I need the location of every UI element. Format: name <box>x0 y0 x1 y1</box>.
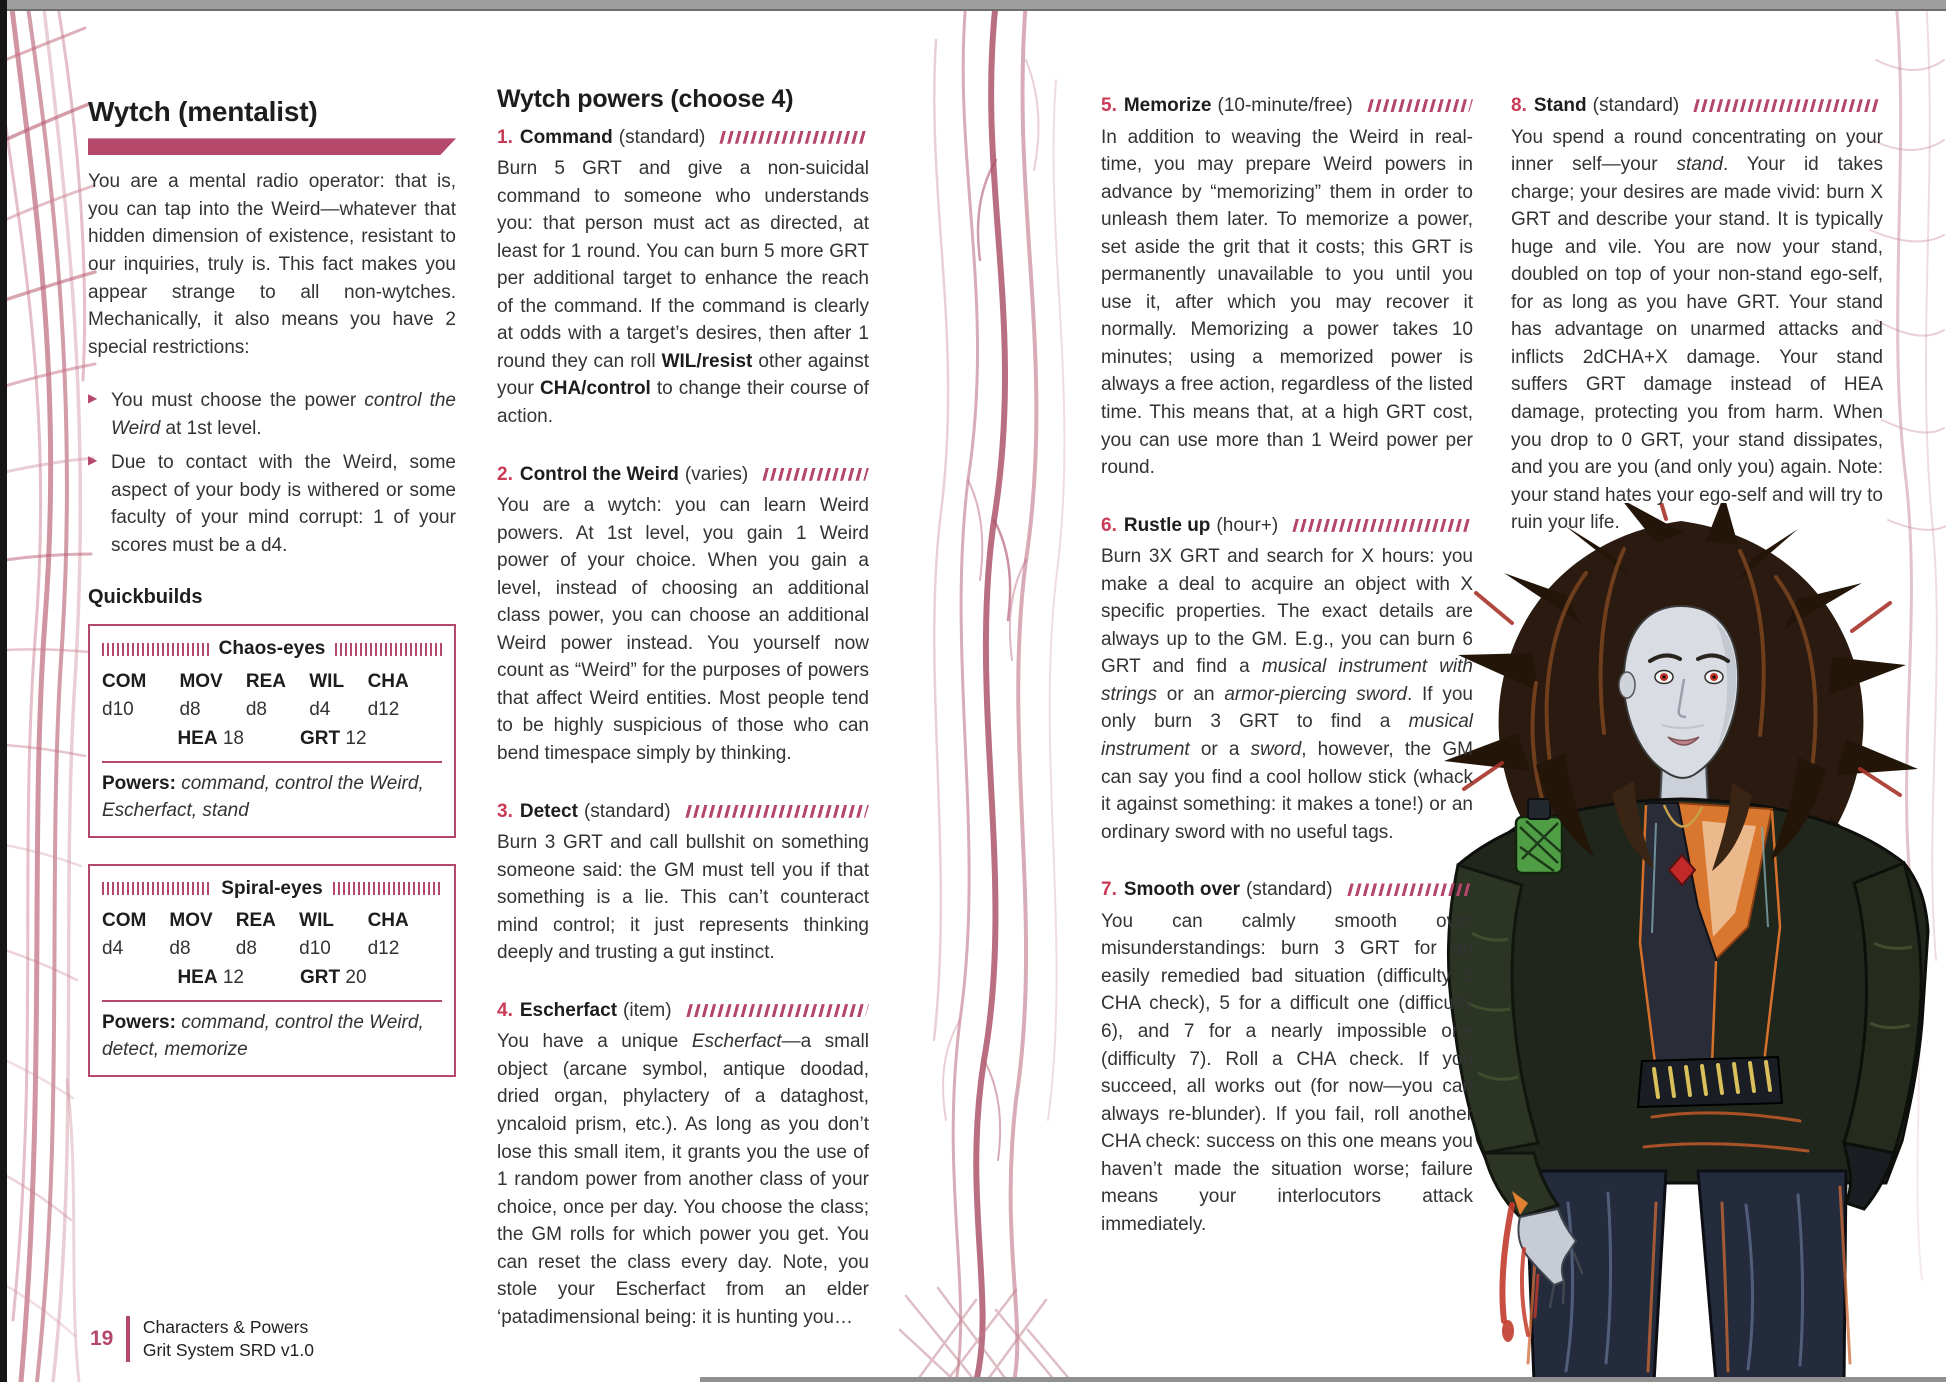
hatch-decoration <box>1689 99 1883 112</box>
restriction-item <box>88 387 456 442</box>
power-type: (standard) <box>1245 879 1333 901</box>
powers-column-1 <box>497 86 869 1331</box>
power-number: 2. <box>497 463 513 485</box>
hatch-decoration <box>1363 99 1473 112</box>
power-type: (standard) <box>1592 95 1680 116</box>
power-type: (standard) <box>618 126 706 148</box>
stat-value: d10 <box>102 698 134 720</box>
statblock-divider <box>102 1000 442 1002</box>
quickbuilds-heading: Quickbuilds <box>88 586 203 609</box>
power-name: Escherfact <box>519 999 618 1021</box>
power-type: (standard) <box>583 800 671 822</box>
stat-key: WIL <box>309 671 345 693</box>
stat-value: d8 <box>179 698 201 720</box>
powers-list: command, control the Weird, detect, memorize <box>102 1011 424 1061</box>
restriction-text: You must choose the power control the Weird at 1st level. <box>111 390 456 439</box>
stat-value: d4 <box>102 937 124 959</box>
powers-label: Powers: <box>102 772 176 794</box>
stat-value: 12 <box>345 728 367 750</box>
power-name: Memorize <box>1123 95 1212 116</box>
power-body: Burn 3X GRT and search for X hours: you make a deal to acquire an object with X specific properties. The exact details are always up to the GM. E.g., you can burn 6 GRT and find a musical instrument with strings or an armor-piercing sword. If you only burn 3 GRT to find a musical instrument or a sword, however, the GM can say you find a cool hollow stick (whack it against something: it makes a tone!) or an ordinary sword with no useful tags. <box>1101 546 1473 843</box>
footer-book-title: Grit System SRD v1.0 <box>142 1340 315 1361</box>
hash-decoration <box>102 643 209 656</box>
top-edge-bar <box>0 0 1946 11</box>
power-body: You spend a round concentrating on your inner self—your stand. Your id takes charge; your desires are made vivid: burn X GRT and describe your stand. It is typically huge and vile. You are now your stand, doubled on top of your non-stand ego-self, for as long as you have GRT. Your stand has advantage on unarmed attacks and inflicts 2dCHA+X damage. Your stand suffers GRT damage instead of HEA damage, protecting you from harm. When you drop to 0 GRT, your stand dissipates, and you are you (and only you) again. Note: your stand hates your ego-self and will try to ruin your life. <box>1511 126 1883 534</box>
stat-key: MOV <box>179 671 223 693</box>
stat-key: GRT <box>300 728 341 750</box>
powers-column-2 <box>1101 92 1473 1238</box>
hash-decoration <box>102 882 211 895</box>
power-body: In addition to weaving the Weird in real-time, you may prepare Weird powers in advance by “memorizing” them in order to unleash them later. To memorize a power, set aside the grit that it costs; this GRT is permanently unavailable to you until you use it, after which you may recover it normally. Memorizing a power takes 10 minutes; using a memorized power is always a free action, regardless of the listed time. This means that, at a high GRT cost, you can use more than 1 Weird power per round. <box>1101 126 1473 479</box>
stat-value: 20 <box>345 967 367 989</box>
power-body: Burn 3 GRT and call bullshit on something someone said: the GM must tell you if that something is a lie. This can’t counteract mind control; it just represents thinking deeply and trusting a gut instinct. <box>497 832 869 964</box>
footer-section-title: Characters & Powers <box>142 1317 309 1337</box>
power-section-command <box>497 124 869 431</box>
power-section-detect <box>497 798 869 967</box>
power-type: (varies) <box>684 463 749 485</box>
hash-decoration <box>335 643 442 656</box>
stat-value: 12 <box>222 967 244 989</box>
page-number: 19 <box>90 1327 114 1351</box>
statblock-powers-line <box>102 1009 442 1064</box>
stat-key: REA <box>235 910 276 932</box>
power-number: 3. <box>497 800 513 822</box>
stat-key: HEA <box>177 728 218 750</box>
stat-row <box>102 668 442 723</box>
restriction-text: Due to contact with the Weird, some aspect of your body is withered or some faculty of your mind corrupt: 1 of your scores must be a d4. <box>111 452 456 556</box>
hash-decoration <box>333 882 442 895</box>
intro-paragraph: You are a mental radio operator: that is, you can tap into the Weird—whatever that hidden dimension of existence, resistant to our inquiries, truly is. This fact makes you appear strange to all non-wytches. Mechanically, it also means you have 2 special restrictions: <box>88 171 456 358</box>
power-section-smooth-over <box>1101 876 1473 1238</box>
footer-divider-bar <box>126 1316 130 1362</box>
stat-value: d8 <box>169 937 191 959</box>
power-section-rustle-up <box>1101 512 1473 847</box>
powers-list: command, control the Weird, Escherfact, stand <box>102 772 424 822</box>
wytch-illustration <box>1416 503 1946 1382</box>
power-name: Command <box>519 126 613 148</box>
stat-key: HEA <box>177 967 218 989</box>
power-type: (item) <box>623 999 672 1021</box>
left-edge-scribble <box>5 0 97 1382</box>
powers-label: Powers: <box>102 1011 176 1033</box>
stat-value: d4 <box>309 698 331 720</box>
power-number: 7. <box>1101 879 1117 901</box>
stat-value: d8 <box>235 937 257 959</box>
stat-value: d12 <box>367 698 400 720</box>
page-title: Wytch (mentalist) <box>88 96 318 127</box>
restriction-item <box>88 449 456 559</box>
power-number: 1. <box>497 126 513 148</box>
power-name: Detect <box>519 800 578 822</box>
stat-key: CHA <box>367 910 409 932</box>
bullet-triangle-icon: ▶ <box>88 391 98 406</box>
stat-row <box>102 725 442 753</box>
stat-key: REA <box>245 671 286 693</box>
stat-row <box>102 907 442 962</box>
hatch-decoration <box>758 468 869 481</box>
hatch-decoration <box>1288 519 1473 532</box>
left-intro-column <box>88 96 456 1103</box>
stat-value: d12 <box>367 937 400 959</box>
power-name: Rustle up <box>1123 514 1211 536</box>
power-section-escherfact <box>497 997 869 1332</box>
power-body: You have a unique Escherfact—a small object (arcane symbol, antique doodad, dried organ, phylactery of a dataghost, yncaloid prism, etc.). As long as you don’t lose this small item, it grants you the use of 1 random power from another class of your choice, once per day. You choose the class; the GM rolls for which power you get. You can reset the class every day. Note, you stole your Escherfact from an elder ‘patadimensional being: it is hunting you… <box>497 1031 869 1328</box>
page-footer <box>90 1316 314 1362</box>
title-underline-bar <box>88 138 456 155</box>
hatch-decoration <box>715 131 869 144</box>
power-body: Burn 5 GRT and give a non-suicidal command to someone who understands you: that person must act as directed, at least for 1 round. You can burn 5 more GRT per additional target to enhance the reach of the command. If the command is clearly at odds with a target’s desires, then after 1 round they can roll WIL/resist other against your CHA/control to change their course of action. <box>497 158 869 427</box>
power-section-stand <box>1511 92 1883 537</box>
hatch-decoration <box>682 1004 869 1017</box>
statblock-powers-line <box>102 770 442 825</box>
power-number: 8. <box>1511 95 1527 116</box>
stat-value: d10 <box>299 937 331 959</box>
power-number: 6. <box>1101 514 1117 536</box>
restrictions-list <box>88 387 456 559</box>
stat-row <box>102 964 442 992</box>
hatch-decoration <box>1343 883 1473 896</box>
power-body: You can calmly smooth over misunderstandings: burn 3 GRT for an easily remedied bad situation (difficulty 5 CHA check), 5 for a difficult one (difficulty 6), and 7 for a nearly impossible one (difficulty 7). Roll a CHA check. If you succeed, all works out (for now—you can always re-blunder). If you fail, roll another CHA check: success on this one means you haven’t made the situation worse; failure means your interlocutors attack immediately. <box>1101 910 1473 1235</box>
stat-key: GRT <box>300 967 341 989</box>
stat-value: 18 <box>222 728 244 750</box>
statblock-chaos-eyes <box>88 624 456 837</box>
power-name: Smooth over <box>1123 879 1240 901</box>
power-section-memorize <box>1101 92 1473 482</box>
powers-heading: Wytch powers (choose 4) <box>497 85 794 113</box>
power-type: (10-minute/free) <box>1217 95 1353 116</box>
powers-column-3 <box>1511 92 1883 537</box>
stat-key: COM <box>102 671 147 693</box>
power-name: Control the Weird <box>519 463 679 485</box>
power-section-control-the-weird <box>497 461 869 768</box>
power-number: 4. <box>497 999 513 1021</box>
stat-key: WIL <box>299 910 334 932</box>
stat-key: MOV <box>169 910 213 932</box>
power-number: 5. <box>1101 95 1117 116</box>
stat-value: d8 <box>245 698 267 720</box>
hatch-decoration <box>681 805 869 818</box>
bullet-triangle-icon: ▶ <box>88 453 98 468</box>
stat-key: CHA <box>367 671 409 693</box>
statblock-divider <box>102 761 442 763</box>
gutter-scribble <box>876 0 1092 1382</box>
stat-key: COM <box>102 910 147 932</box>
bottom-edge-bar <box>700 1377 1946 1382</box>
statblock-title: Spiral-eyes <box>221 877 323 899</box>
statblock-spiral-eyes <box>88 864 456 1077</box>
left-edge-bar <box>0 0 7 1382</box>
power-name: Stand <box>1533 95 1587 116</box>
power-body: You are a wytch: you can learn Weird powers. At 1st level, you gain 1 Weird power of your choice. When you gain a level, instead of choosing an additional class power, you can choose an additional Weird power instead. You yourself now count as “Weird” for the purposes of powers that affect Weird entities. Most people tend to be highly suspicious of those who can bend timespace simply by thinking. <box>497 495 869 764</box>
statblock-title: Chaos-eyes <box>218 638 326 660</box>
power-type: (hour+) <box>1216 514 1279 536</box>
